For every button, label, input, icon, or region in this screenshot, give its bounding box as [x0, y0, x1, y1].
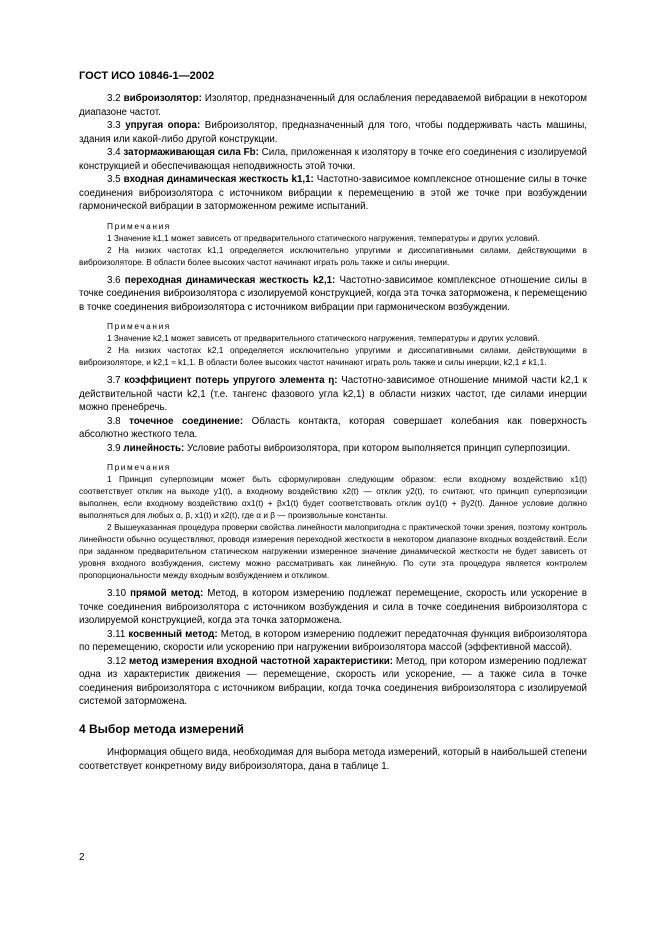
clause-3-2: 3.2 виброизолятор: Изолятор, предназначенный для ослабления передаваемой вибрации в некотором диапазоне частот.: [79, 93, 587, 118]
notes-heading: Примечания: [107, 462, 171, 472]
clause-3-8: 3.8 точечное соединение: Область контакта, которая совершает колебания как поверхность абсолютно жесткого тела.: [79, 415, 588, 440]
note-3-6-2: 2 На низких частотах k2,1 определяется исключительно упругими и диссипативными силами, действующими в виброизоляторе, и k2,1 ≈ k1,1. В области более высоких частот начинают играть роль также и силы инерции, k2,1 ≠ k1,1.: [79, 345, 587, 367]
note-3-6-1: 1 Значение k2,1 может зависеть от предварительного статического нагружения, температуры и других условий.: [107, 333, 540, 343]
notes-heading: Примечания: [107, 220, 171, 231]
clause-3-10: 3.10 прямой метод: Метод, в котором измерению подлежат перемещение, скорость или ускорение в точке соединения виброизолятора с источником возбуждения и сила в точке соединения виброизолятора с изолируемой конструкцией, когда эта точка заторможена.: [79, 588, 587, 626]
document-body: [79, 92, 587, 773]
section-4-title: 4 Выбор метода измерений: [79, 721, 244, 736]
clause-3-12: 3.12 метод измерения входной частотной характеристики: Метод, при котором измерению подлежат одна из характеристик движения — перемещение, скорость или ускорение, — а также сила в точке соединения виброизолятора с источником вибрации, когда точка соединения виброизолятора с изолируемой системой заторможена.: [79, 655, 587, 707]
note-3-5-1: 1 Значение k1,1 может зависеть от предварительного статического нагружения, температуры и других условий.: [107, 232, 540, 243]
section-4-intro: Информация общего вида, необходимая для выбора метода измерений, который в наибольшей степени соответствует конкретному виду виброизолятора, дана в таблице 1.: [79, 747, 587, 772]
clause-3-4: 3.4 затормаживающая сила Fb: Сила, приложенная к изолятору в точке его соединения с изолируемой конструкцией и обеспечивающая неподвижность этой точки.: [79, 147, 588, 172]
document-header: ГОСТ ИСО 10846-1—2002: [79, 70, 215, 82]
notes-heading: Примечания: [107, 321, 171, 331]
note-3-9-1: 1 Принцип суперпозиции может быть сформулирован следующим образом: если входному воздействию x1(t) соответствует отклик на выходе y1(t), а входному воздействию x2(t) — отклик y2(t), то считают, что принцип суперпозиции выполнен, если входному воздействию αx1(t) + βx1(t) будет соответствовать отклик αy1(t) + βy2(t). Данное условие должно выполняться для любых α, β, x1(t) и x2(t), где α и β — произвольные константы.: [79, 474, 587, 520]
clause-3-3: 3.3 упругая опора: Виброизолятор, предназначенный для того, чтобы поддерживать часть машины, здания или какой-либо другой конструкции.: [79, 120, 588, 145]
clause-3-7: 3.7 коэффициент потерь упругого элемента η: Частотно-зависимое отношение мнимой части k2,1 к действительной части k2,1 (т.е. тангенс фазового угла k2,1) в области низких частот, где силами инерции можно пренебречь.: [79, 375, 587, 413]
clause-3-5: 3.5 входная динамическая жесткость k1,1: Частотно-зависимое комплексное отношение силы в точке соединения виброизолятора с источником вибрации к перемещению в этой же точке при возбуждении гармонической вибрации в заторможенном режиме испытаний.: [79, 174, 588, 212]
clause-3-9: 3.9 линейность: Условие работы виброизолятора, при котором выполняется принцип суперпозиции.: [107, 442, 571, 454]
note-3-9-2: 2 Вышеуказанная процедура проверки свойства линейности малопригодна с практической точки зрения, поэтому контроль линейности обычно осуществляют, проводя измерения переходной жесткости в некотором диапазоне входных воздействий. Если при заданном предварительном статическом нагружении измеренное значение динамической жесткости не будет зависеть от уровня входного возбуждения, систему можно рассматривать как линейную. По сути эта процедура является контролем пропорциональности между входным возбуждением и откликом.: [79, 522, 587, 580]
clause-3-11: 3.11 косвенный метод: Метод, в котором измерению подлежит передаточная функция виброизолятора по перемещению, скорости или ускорению при нагружении виброизолятора массой (эффективной массой).: [79, 628, 588, 653]
page-number: 2: [79, 852, 85, 863]
clause-3-6: 3.6 переходная динамическая жесткость k2,1: Частотно-зависимое комплексное отношение силы в точке соединения виброизолятора с изолируемой конструкцией, когда эта точка заторможена, к перемещению в точке соединения виброизолятора с источником вибрации при гармоническом возбуждении.: [79, 274, 587, 313]
note-3-5-2: 2 На низких частотах k1,1 определяется исключительно упругими и диссипативными силами, действующими в виброизоляторе. В области более высоких частот начинают играть роль также и силы инерции.: [79, 244, 587, 267]
